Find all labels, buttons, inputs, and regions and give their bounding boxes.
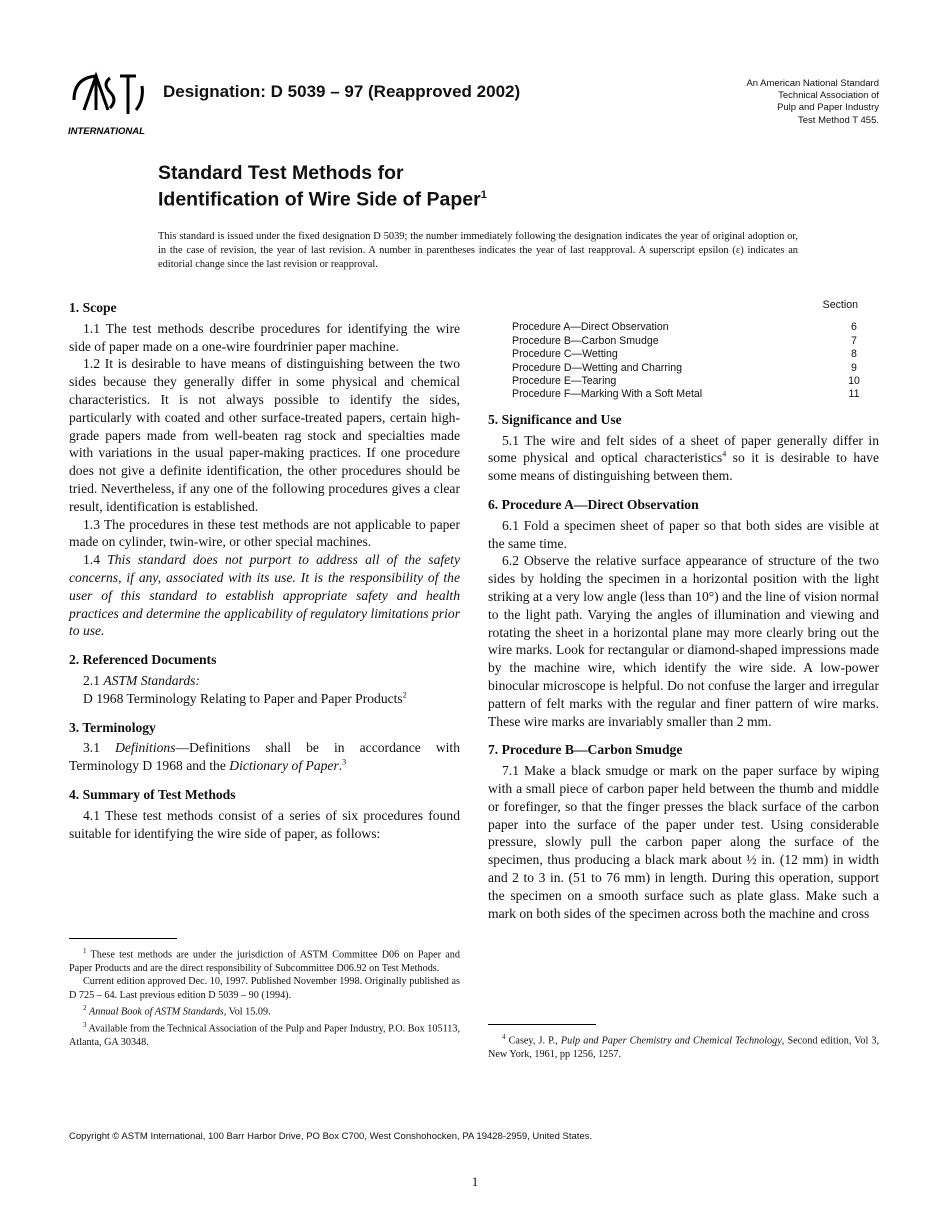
paragraph-5-1 — [488, 432, 879, 485]
footnote-text: Vol 15.09. — [226, 1006, 271, 1018]
footnote-title: Annual Book of ASTM Standards, — [89, 1006, 227, 1018]
paragraph-1-2: 1.2 It is desirable to have means of distinguishing between the two sides because they generally differ in some physical and chemical characteristics. It is not always possible to identify the sides, particularly with coated and other surface-treated papers, certain high-grade papers made from well-beaten rag stock and specialties made with variations in the usual paper-making practices. If one procedure does not give a definite identification, the other procedures should be tried. Nevertheless, if any one of the following procedures gives a clear result, identification is established. — [69, 356, 460, 514]
section-heading-terminology: 3. Terminology — [69, 719, 156, 735]
para-text: —Definitions shall be in accordance with Terminology D 1968 and the — [69, 740, 461, 774]
section-heading-procedure-a: 6. Procedure A—Direct Observation — [488, 497, 699, 513]
footnotes-left — [69, 938, 460, 1050]
footnote-2 — [69, 1002, 460, 1019]
footnote-marker: 3 — [83, 1021, 87, 1030]
footnotes-right — [488, 1024, 879, 1061]
footnote-marker: 2 — [83, 1004, 87, 1013]
footnote-marker: 4 — [502, 1033, 506, 1041]
table-row — [512, 375, 878, 388]
table-row — [512, 348, 878, 361]
left-column — [69, 299, 460, 842]
reference-text: D 1968 Terminology Relating to Paper and Paper Products — [83, 690, 403, 706]
procedure-label: Procedure A—Direct Observation — [512, 321, 669, 334]
astm-logo — [66, 70, 150, 138]
title-text: Identification of Wire Side of Paper — [158, 188, 481, 211]
footnote-title: Pulp and Paper Chemistry and Chemical Technology — [560, 1035, 782, 1047]
issuance-notice: This standard is issued under the fixed designation D 5039; the number immediately following the designation indicates the year of original adoption or, in the case of revision, the year of last revision. A number in parentheses indicates the year of last reapproval. A superscript epsilon (ε) indicates an editorial change since the last revision or reapproval. — [158, 231, 798, 270]
para-text: 5.1 The wire and felt sides of a sheet of paper generally differ in some physical and optical characteristics — [488, 432, 879, 466]
term: Definitions — [115, 740, 176, 756]
section-number: 6 — [851, 321, 857, 334]
paragraph-3-1 — [69, 739, 460, 775]
section-number: 10 — [848, 375, 860, 388]
footnote-ref: 2 — [402, 690, 407, 700]
section-heading-summary: 4. Summary of Test Methods — [69, 786, 236, 802]
footnote-marker: 1 — [83, 947, 87, 955]
procedure-label: Procedure F—Marking With a Soft Metal — [512, 388, 703, 401]
affiliation-line: An American National Standard — [746, 78, 879, 89]
section-heading-referenced-documents: 2. Referenced Documents — [69, 652, 217, 668]
paragraph-6-1: 6.1 Fold a specimen sheet of paper so that both sides are visible at the same time. — [488, 517, 879, 551]
paragraph-1-3: 1.3 The procedures in these test methods are not applicable to paper made on cylinder, twin-wire, or other special machines. — [69, 516, 460, 550]
paragraph-7-1: 7.1 Make a black smudge or mark on the paper surface by wiping with a small piece of carbon paper held between the thumb and middle or forefinger, so that the finger presses the black surface of the carbon paper into the surface of the paper under test. Using considerable pressure, slowly pull the carbon paper along the surface of the specimen, thus producing a black mark about ½ in. (12 mm) in width and 2 to 3 in. (51 to 76 mm) in length. During this operation, support the specimen on a smooth surface such as plate glass. Make such a mark on both sides of the specimen across both the machine and cross — [488, 763, 879, 921]
footnote-1-continued: Current edition approved Dec. 10, 1997. Published November 1998. Originally published as D 725 – 64. Last previous edition D 5039 – 90 (1994). — [69, 976, 460, 1001]
section-heading-scope: 1. Scope — [69, 300, 117, 315]
para-text-end: so it is desirable to have some means of distinguishing between them. — [488, 450, 880, 484]
logo-text: INTERNATIONAL — [68, 126, 145, 137]
section-heading-procedure-b: 7. Procedure B—Carbon Smudge — [488, 742, 683, 758]
table-row — [512, 362, 878, 375]
copyright-notice: Copyright © ASTM International, 100 Barr Harbor Drive, PO Box C700, West Conshohocken, PA 19428-2959, United States. — [69, 1131, 593, 1142]
paragraph-1-4 — [69, 551, 460, 640]
footnote-ref: 3 — [342, 757, 347, 767]
section-number: 8 — [851, 348, 857, 361]
section-heading-significance: 5. Significance and Use — [488, 411, 622, 427]
procedure-label: Procedure D—Wetting and Charring — [512, 361, 682, 374]
para-num: 2.1 — [83, 672, 104, 688]
title-line-2 — [158, 184, 487, 211]
reference-d1968 — [69, 690, 460, 708]
footnote-text: Available from the Technical Association of the Pulp and Paper Industry, P.O. Box 105113, Atlanta, GA 30348. — [69, 1023, 461, 1049]
title-line-1: Standard Test Methods for — [158, 162, 404, 184]
affiliation-line: Technical Association of — [778, 90, 879, 102]
paragraph-4-1: 4.1 These test methods consist of a series of six procedures found suitable for identifying the wire side of paper, as follows: — [69, 807, 460, 841]
section-column-header: Section — [822, 299, 858, 311]
table-row — [512, 321, 878, 334]
para-num: 1.4 — [83, 552, 108, 568]
table-row — [512, 388, 878, 401]
section-number: 11 — [848, 388, 860, 401]
standard-affiliation — [639, 78, 879, 127]
table-row — [512, 335, 878, 348]
right-column — [488, 299, 879, 922]
footnote-1 — [69, 945, 460, 975]
footnote-3 — [69, 1019, 460, 1049]
astm-standards-label: ASTM Standards: — [103, 672, 200, 688]
affiliation-line: Pulp and Paper Industry — [777, 102, 879, 114]
dictionary-title: Dictionary of Paper — [229, 758, 339, 774]
page-number: 1 — [471, 1174, 479, 1189]
paragraph-1-1: 1.1 The test methods describe procedures for identifying the wire side of paper made on a one-wire fourdrinier paper machine. — [69, 320, 460, 354]
footnote-text: These test methods are under the jurisdiction of ASTM Committee D06 on Paper and Paper Products and are the direct responsibility of Subcommittee D06.92 on Test Methods. — [69, 949, 460, 974]
safety-statement: This standard does not purport to address all of the safety concerns, if any, associated with its use. It is the responsibility of the user of this standard to establish appropriate safety and health practices and determine the applicability of regulatory limitations prior to use. — [69, 552, 460, 639]
footnote-4 — [488, 1031, 879, 1061]
procedure-label: Procedure E—Tearing — [512, 375, 617, 388]
procedure-label: Procedure C—Wetting — [512, 348, 618, 361]
astm-logo-icon — [66, 70, 150, 138]
document-title — [158, 162, 487, 211]
affiliation-line: Test Method T 455. — [798, 114, 879, 126]
procedure-section-table — [512, 299, 878, 402]
footnote-divider — [488, 1024, 596, 1025]
para-text-end: . — [338, 758, 343, 774]
footnote-ref: 4 — [722, 449, 727, 459]
section-number: 9 — [851, 361, 857, 374]
paragraph-2-1 — [69, 672, 460, 690]
footnote-text: , Second edition, Vol 3, New York, 1961, pp 1256, 1257. — [488, 1035, 880, 1060]
procedure-label: Procedure B—Carbon Smudge — [512, 334, 659, 347]
footnote-author: Casey, J. P., — [508, 1035, 561, 1047]
footnote-divider — [69, 938, 177, 939]
paragraph-6-2: 6.2 Observe the relative surface appearance of structure of the two sides by holding the specimen in a horizontal position with the light striking at a very low angle (less than 10°) and the line of vision normal to the light path. Varying the angles of illumination and viewing and rotating the sheet in a horizontal plane may more clearly bring out the wire marks. Look for rectangular or diamond-shaped impressions made by the machine wire, which identify the wire side. A low-power binocular microscope is helpful. Do not confuse the larger and irregular pattern of felt marks with the regular and finer pattern of wire marks. These wire marks are invariably smaller than 2 mm. — [488, 553, 879, 729]
title-footnote-ref: 1 — [480, 189, 487, 201]
para-num: 3.1 — [83, 740, 116, 756]
section-number: 7 — [851, 334, 857, 347]
designation: Designation: D 5039 – 97 (Reapproved 2002) — [163, 82, 521, 101]
